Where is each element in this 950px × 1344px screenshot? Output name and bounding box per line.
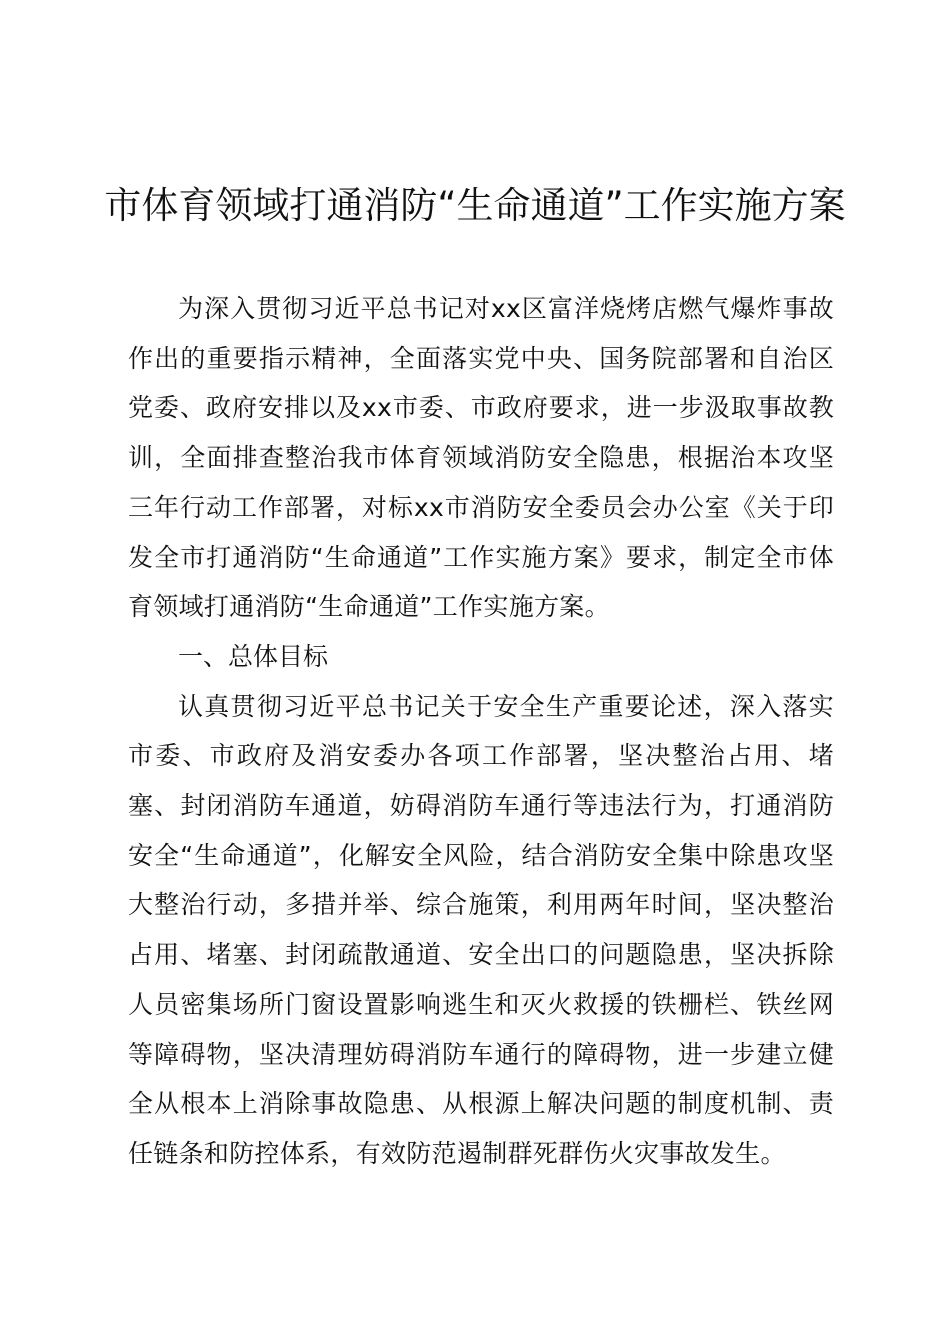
document-body — [128, 284, 834, 1179]
document-title: 市体育领域打通消防“生命通道”工作实施方案 — [104, 184, 846, 227]
section-heading-overall-goal: 一、总体目标 — [178, 641, 329, 671]
intro-paragraph: 为深入贯彻习近平总书记对xx区富洋烧烤店燃气爆炸事故作出的重要指示精神，全面落实党中央、国务院部署和自治区党委、政府安排以及xx市委、市政府要求，进一步汲取事故教训，全面排查整治我市体育领域消防安全隐患，根据治本攻坚三年行动工作部署，对标xx市消防安全委员会办公室《关于印发全市打通消防“生命通道”工作实施方案》要求，制定全市体育领域打通消防“生命通道”工作实施方案。 — [128, 294, 834, 622]
section-paragraph-overall-goal: 认真贯彻习近平总书记关于安全生产重要论述，深入落实市委、市政府及消安委办各项工作部署，坚决整治占用、堵塞、封闭消防车通道，妨碍消防车通行等违法行为，打通消防安全“生命通道”，化解安全风险，结合消防安全集中除患攻坚大整治行动，多措并举、综合施策，利用两年时间，坚决整治占用、堵塞、封闭疏散通道、安全出口的问题隐患，坚决拆除人员密集场所门窗设置影响逃生和灭火救援的铁栅栏、铁丝网等障碍物，坚决清理妨碍消防车通行的障碍物，进一步建立健全从根本上消除事故隐患、从根源上解决问题的制度机制、责任链条和防控体系，有效防范遏制群死群伤火灾事故发生。 — [128, 691, 834, 1168]
